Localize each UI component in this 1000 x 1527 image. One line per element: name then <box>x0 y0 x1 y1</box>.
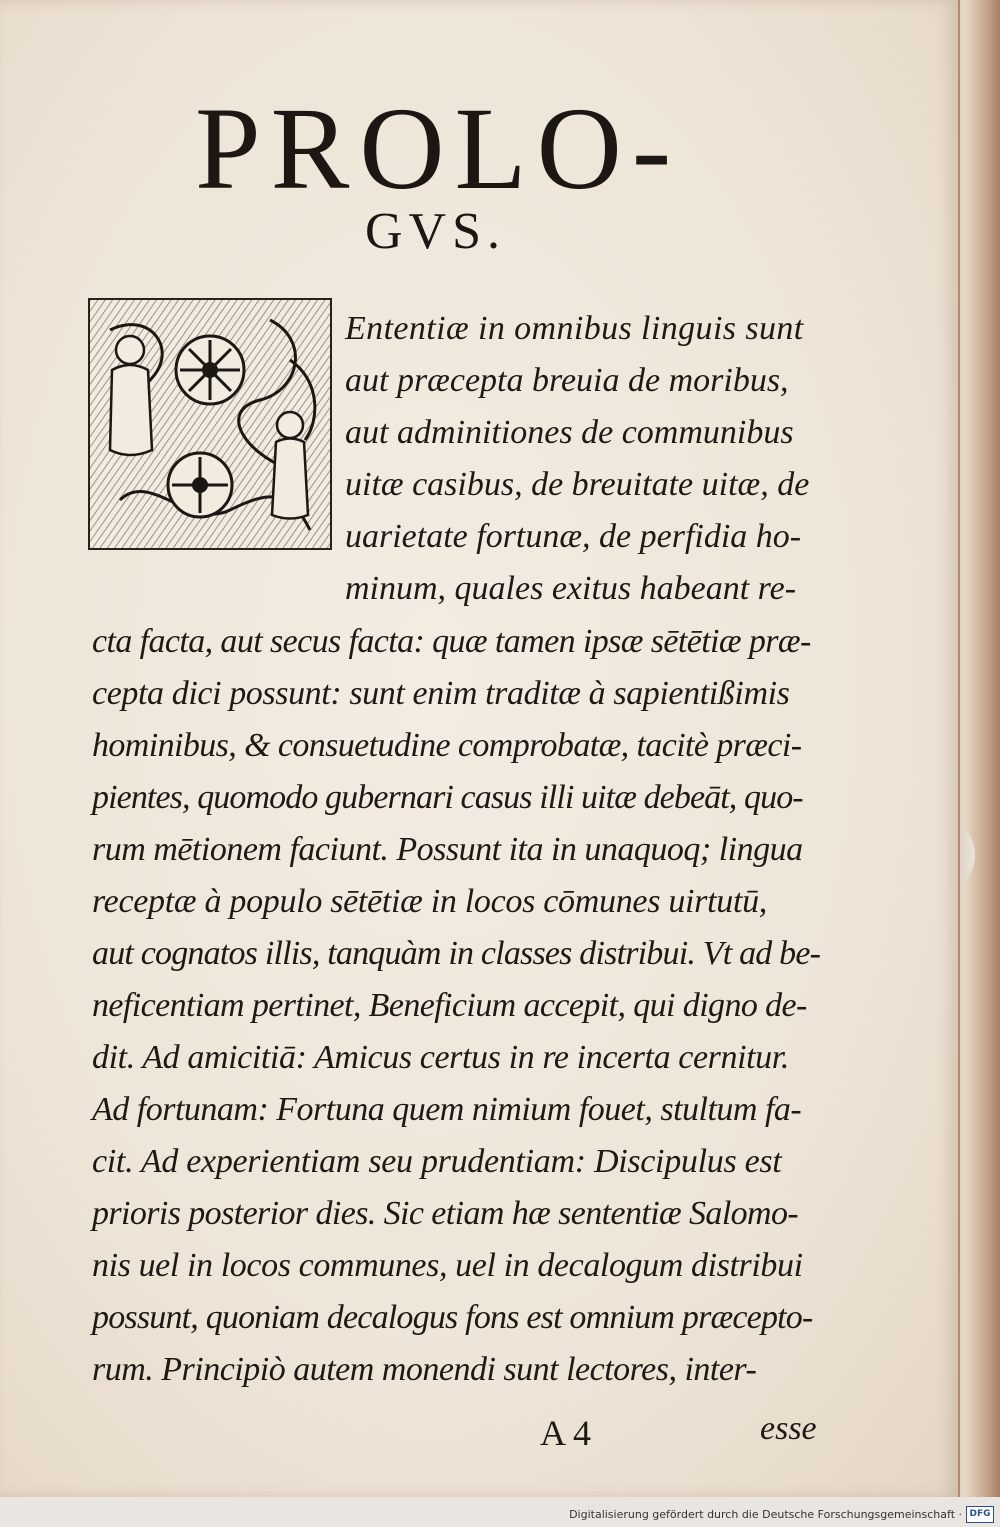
ornament-initial-icon <box>90 300 330 548</box>
text-line: cta facta, aut secus facta: quæ tamen ipsæ sētētiæ præ- <box>92 623 811 660</box>
text-line: uarietate fortunæ, de perfidia ho- <box>345 518 802 555</box>
decorated-initial <box>88 298 332 550</box>
text-line: receptæ à populo sētētiæ in locos cōmunes uirtutū, <box>92 883 767 920</box>
text-line: aut cognatos illis, tanquàm in classes distribui. Vt ad be- <box>92 935 821 972</box>
text-line: cepta dici possunt: sunt enim traditæ à sapientißimis <box>92 675 790 712</box>
text-line: nis uel in locos communes, uel in decalogum distribui <box>92 1247 803 1284</box>
text-line: rum mētionem faciunt. Possunt ita in unaquoq; lingua <box>92 831 803 868</box>
funding-note: Digitalisierung gefördert durch die Deutsche Forschungsgemeinschaft · <box>569 1508 962 1521</box>
dfg-logo-icon: DFG <box>966 1506 994 1523</box>
signature-mark: A 4 <box>540 1413 592 1453</box>
text-line: aut adminitiones de communibus <box>345 414 794 451</box>
text-line: hominibus, & consuetudine comprobatæ, tacitè præci- <box>92 727 802 764</box>
text-line: prioris posterior dies. Sic etiam hæ sententiæ Salomo- <box>92 1195 799 1232</box>
catchword: esse <box>760 1410 817 1447</box>
page-title: PROLO- <box>195 83 682 214</box>
text-line: rum. Principiò autem monendi sunt lectores, inter- <box>92 1351 757 1388</box>
text-line: possunt, quoniam decalogus fons est omnium præcepto- <box>92 1299 813 1336</box>
text-line: Ad fortunam: Fortuna quem nimium fouet, stultum fa- <box>92 1091 802 1128</box>
text-line: Ententiæ in omnibus linguis sunt <box>345 310 804 347</box>
text-line: dit. Ad amicitiā: Amicus certus in re incerta cernitur. <box>92 1039 789 1076</box>
text-line: aut præcepta breuia de moribus, <box>345 362 789 399</box>
text-line: neficentiam pertinet, Beneficium accepit, qui digno de- <box>92 987 807 1024</box>
text-line: cit. Ad experientiam seu prudentiam: Discipulus est <box>92 1143 782 1180</box>
text-line: minum, quales exitus habeant re- <box>345 570 797 607</box>
text-line: pientes, quomodo gubernari casus illi uitæ debeāt, quo- <box>92 779 803 816</box>
page-subtitle: GVS. <box>365 203 507 260</box>
text-line: uitæ casibus, de breuitate uitæ, de <box>345 466 810 503</box>
